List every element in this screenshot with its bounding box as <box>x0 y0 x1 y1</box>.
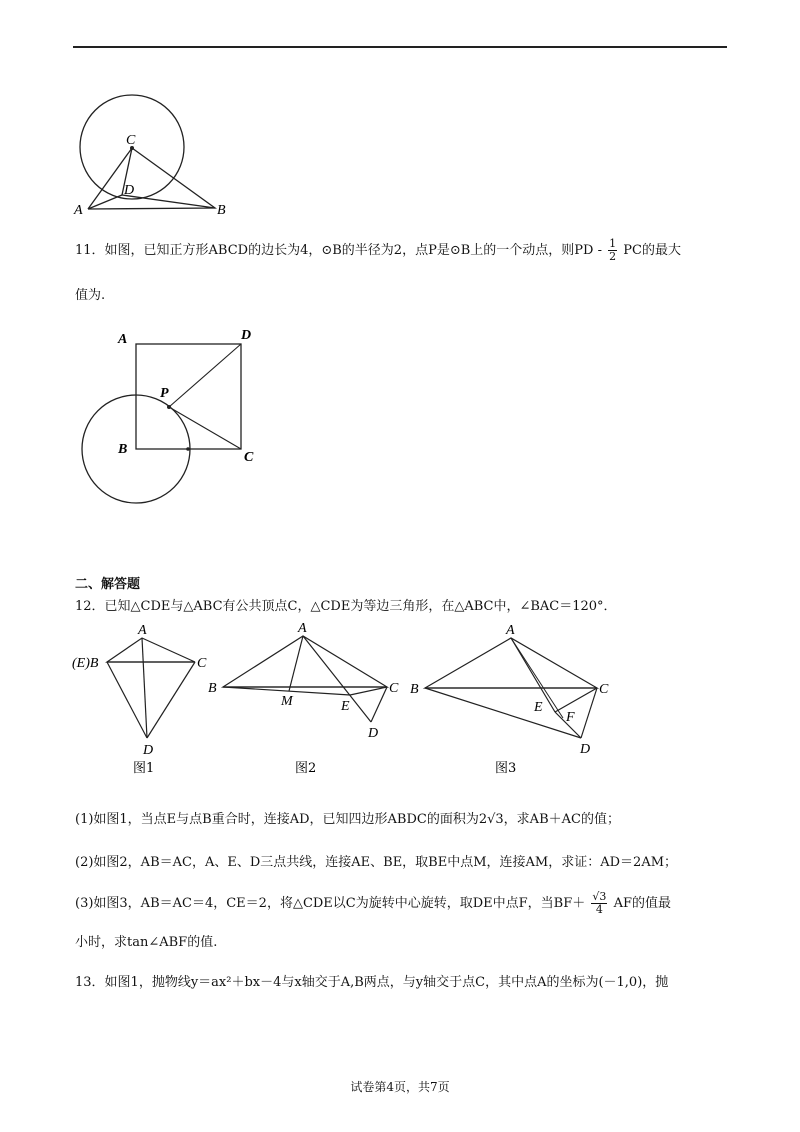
question-13-line1: 13．如图1，抛物线y＝ax²＋bx－4与x轴交于A,B两点，与y轴交于点C，其中点A的坐标为(－1,0)，抛 <box>75 975 669 990</box>
label-D: D <box>143 743 154 758</box>
q11-fraction <box>608 238 617 263</box>
label-B: B <box>410 682 419 697</box>
label-A: A <box>298 621 307 636</box>
question-12-part2: (2)如图2，AB＝AC，A、E、D三点共线，连接AE、BE，取BE中点M，连接AM，求证：AD＝2AM； <box>75 855 678 870</box>
label-A: A <box>138 623 147 638</box>
q12-part3-text-a: (3)如图3，AB＝AC＝4，CE＝2，将△CDE以C为旋转中心旋转，取DE中点F，当BF＋ <box>75 896 586 911</box>
caption-fig2: 图2 <box>295 761 317 776</box>
q12-part3-fraction <box>591 891 607 916</box>
label-P: P <box>160 386 169 401</box>
label-C: C <box>389 681 399 696</box>
caption-fig3: 图3 <box>495 761 517 776</box>
q11-frac-den: 2 <box>609 250 617 263</box>
label-D: D <box>368 726 379 741</box>
q11-text-b: PC的最大 <box>623 243 681 258</box>
figure-square-circle <box>78 325 268 510</box>
figure-12-3 <box>405 620 630 780</box>
section-title: 二、解答题 <box>75 577 141 592</box>
figure-12-2 <box>205 620 410 780</box>
q11-frac-num: 1 <box>609 237 617 250</box>
q11-text-a: 11．如图，已知正方形ABCD的边长为4，⊙B的半径为2，点P是⊙B上的一个动点，则PD - <box>75 243 602 258</box>
label-F: F <box>566 710 575 725</box>
figure-circle-triangle <box>60 88 240 218</box>
question-12-part1: (1)如图1，当点E与点B重合时，连接AD，已知四边形ABDC的面积为2√3，求AB＋AC的值； <box>75 812 620 827</box>
label-A: A <box>506 623 515 638</box>
label-D: D <box>124 183 135 198</box>
label-C: C <box>244 450 254 465</box>
label-C: C <box>126 133 136 148</box>
top-rule <box>73 46 727 48</box>
label-C: C <box>599 682 609 697</box>
question-12-intro: 12．已知△CDE与△ABC有公共顶点C，△CDE为等边三角形，在△ABC中，∠BAC＝120°． <box>75 599 617 614</box>
label-C: C <box>197 656 207 671</box>
label-M: M <box>281 694 293 709</box>
question-11-line1 <box>75 238 681 263</box>
figure-12-1 <box>70 620 220 780</box>
question-12-part3-line2: 小时，求tan∠ABF的值. <box>75 935 218 950</box>
label-B: B <box>118 442 128 457</box>
label-A: A <box>74 203 83 218</box>
label-B: B <box>208 681 217 696</box>
question-11-line2: 值为. <box>75 288 106 303</box>
label-B: B <box>217 203 226 218</box>
q12-part3-frac-num: √3 <box>592 890 607 903</box>
label-EB: (E)B <box>72 656 99 671</box>
caption-fig1: 图1 <box>133 761 155 776</box>
label-E: E <box>534 700 543 715</box>
q12-part3-text-b: AF的值最 <box>613 896 671 911</box>
label-E: E <box>341 699 350 714</box>
label-D: D <box>241 328 252 343</box>
label-A: A <box>118 332 128 347</box>
page-footer: 试卷第4页，共7页 <box>350 1080 450 1094</box>
label-D: D <box>580 742 591 757</box>
q12-part3-frac-den: 4 <box>595 903 603 916</box>
question-12-part3-line1 <box>75 891 671 916</box>
